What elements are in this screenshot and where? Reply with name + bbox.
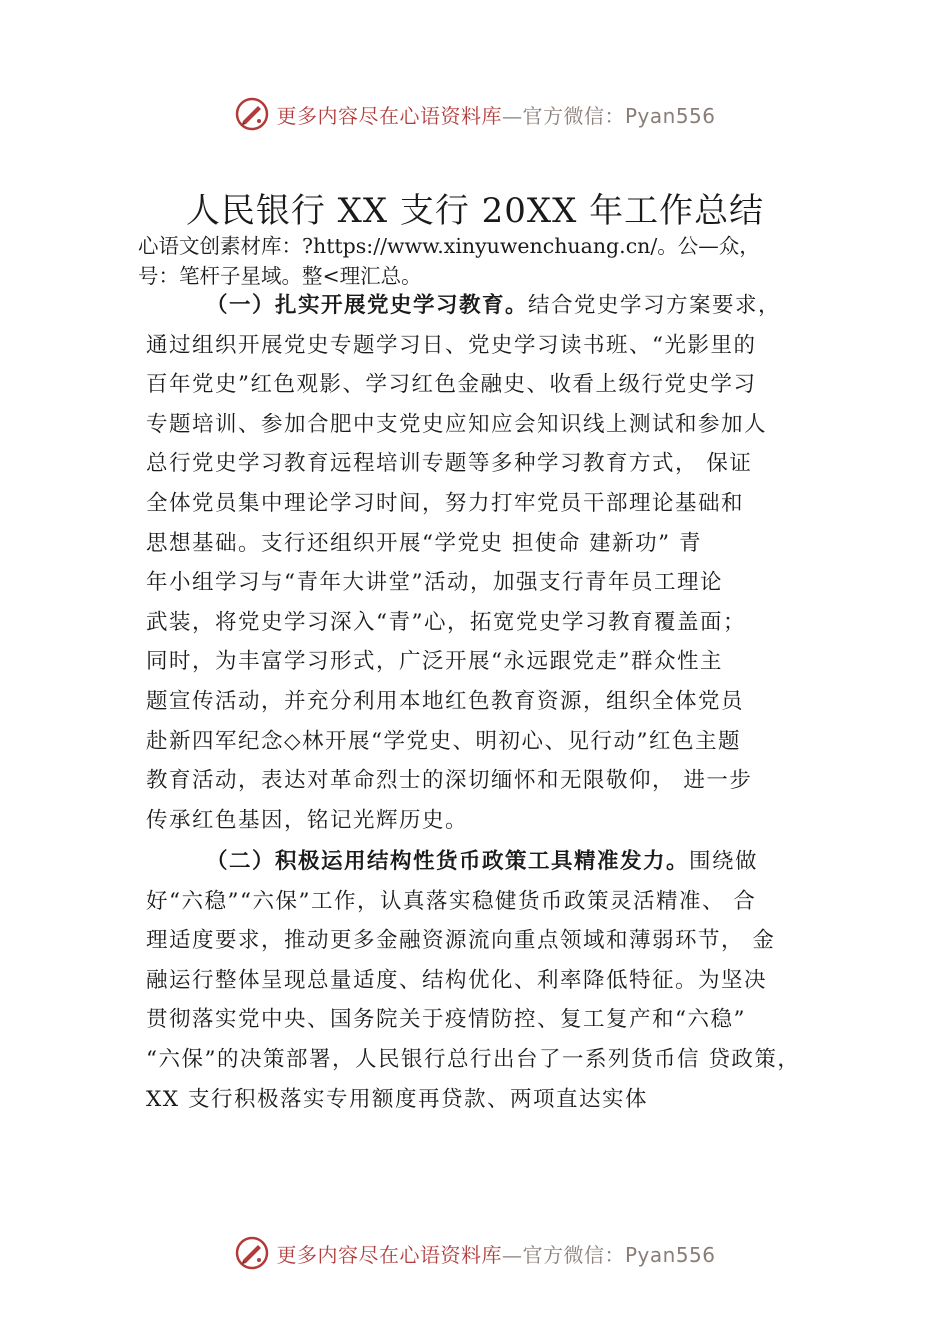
- section-heading: （一）扎实开展党史学习教育。: [206, 293, 529, 318]
- paragraph-line: 赴新四军纪念◇林开展“学党史、明初心、见行动”红色主题: [146, 728, 742, 754]
- paragraph-line: 同时，为丰富学习形式，广泛开展“永远跟党走”群众性主: [146, 649, 723, 675]
- paragraph-line: 百年党史”红色观影、学习红色金融史、收看上级行党史学习: [146, 372, 757, 398]
- paragraph-line: 专题培训、参加合肥中支党史应知应会知识线上测试和参加人: [146, 411, 768, 437]
- paragraph-line: 融运行整体呈现总量适度、结构优化、利率降低特征。为坚决: [146, 967, 768, 993]
- paragraph-line: 教育活动，表达对革命烈士的深切缅怀和无限敬仰， 进一步: [146, 768, 753, 794]
- source-note: 心语文创素材库：?https://www.xinyuwenchuang.cn/。公—众， 号：笔杆子星域。整<理汇总。: [138, 234, 760, 288]
- footer-banner: [0, 1231, 950, 1275]
- header-banner: [0, 92, 950, 136]
- section-heading: （二）积极运用结构性货币政策工具精准发力。: [206, 849, 690, 874]
- paragraph-line: 传承红色基因，铭记光辉历史。: [146, 807, 469, 833]
- section-1: [146, 286, 846, 840]
- paragraph-line: “六保”的决策部署，人民银行总行出台了一系列货币信 贷政策，: [146, 1046, 801, 1072]
- paragraph-line: 年小组学习与“青年大讲堂”活动，加强支行青年员工理论: [146, 570, 723, 596]
- paragraph-line: 思想基础。支行还组织开展“学党史 担使命 建新功” 青: [146, 530, 702, 556]
- paragraph-line: 武装，将党史学习深入“青”心，拓宽党史学习教育覆盖面；: [146, 609, 746, 635]
- document-title: 人民银行 XX 支行 20XX 年工作总结: [185, 191, 765, 231]
- paragraph-first-line: （一）扎实开展党史学习教育。结合党史学习方案要求，: [206, 293, 782, 318]
- paragraph-first-line: （二）积极运用结构性货币政策工具精准发力。围绕做: [206, 849, 759, 874]
- paragraph-line: 通过组织开展党史专题学习日、党史学习读书班、“光影里的: [146, 332, 757, 358]
- paragraph-line: 题宣传活动，并充分利用本地红色教育资源，组织全体党员: [146, 688, 745, 714]
- banner-text: 更多内容尽在心语资料库—官方微信：Pyan556: [276, 1242, 716, 1267]
- banner-text: 更多内容尽在心语资料库—官方微信：Pyan556: [276, 103, 716, 128]
- paragraph-line: XX 支行积极落实专用额度再贷款、两项直达实体: [146, 1086, 648, 1112]
- section-2: [146, 842, 846, 1119]
- paragraph-line: 全体党员集中理论学习时间，努力打牢党员干部理论基础和: [146, 490, 745, 516]
- paragraph-line: 理适度要求，推动更多金融资源流向重点领域和薄弱环节， 金: [146, 928, 776, 954]
- pen-logo-icon: [234, 96, 270, 132]
- paragraph-line: 贯彻落实党中央、国务院关于疫情防控、复工复产和“六稳”: [146, 1007, 746, 1033]
- paragraph-line: 总行党史学习教育远程培训专题等多种学习教育方式， 保证: [146, 451, 753, 477]
- pen-logo-icon: [234, 1235, 270, 1271]
- paragraph-line: 好“六稳”“六保”工作，认真落实稳健货币政策灵活精准、 合: [146, 888, 757, 914]
